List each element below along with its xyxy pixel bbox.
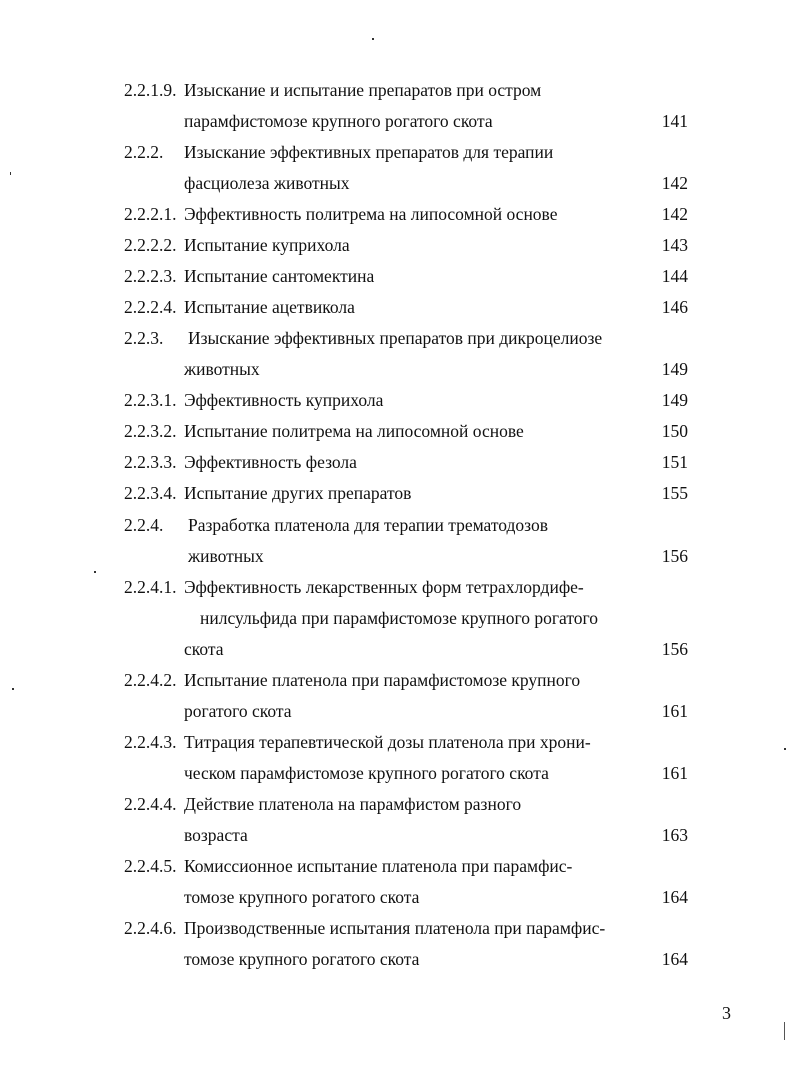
toc-entry-page: 164 <box>661 887 688 907</box>
toc-entry-number: 2.2.2.1. <box>124 204 177 224</box>
toc-entry-number: 2.2.1.9. <box>124 80 177 100</box>
toc-entry-title-cont: возраста <box>184 825 248 845</box>
toc-entry-title-cont: рогатого скота <box>184 701 292 721</box>
toc-entry-title-cont: фасциолеза животных <box>184 173 350 193</box>
toc-entry-page: 156 <box>661 546 688 566</box>
toc-entry-number: 2.2.4.5. <box>124 856 177 876</box>
scan-speck <box>94 571 96 573</box>
toc-entry-number: 2.2.3. <box>124 328 164 348</box>
toc-entry-title: Испытание других препаратов <box>184 483 412 503</box>
toc-entry-title-cont: томозе крупного рогатого скота <box>184 887 420 907</box>
toc-entry-page: 151 <box>661 452 688 472</box>
toc-entry-title-cont: животных <box>184 359 260 379</box>
toc-entry-number: 2.2.4.4. <box>124 794 177 814</box>
toc-entry-page: 164 <box>661 949 688 969</box>
toc-entry-title-cont: нилсульфида при парамфистомозе крупного рогатого <box>200 608 598 628</box>
toc-entry-page: 144 <box>661 266 688 286</box>
toc-entry-page: 142 <box>661 204 688 224</box>
toc-entry-title: Разработка платенола для терапии трематодозов <box>188 515 548 535</box>
scan-speck <box>10 172 11 175</box>
toc-entry-title: Испытание куприхола <box>184 235 350 255</box>
scan-speck <box>784 748 786 750</box>
toc-entry-number: 2.2.4.2. <box>124 670 177 690</box>
toc-entry-title-cont: томозе крупного рогатого скота <box>184 949 420 969</box>
toc-entry-page: 161 <box>661 763 688 783</box>
toc-entry-page: 156 <box>661 639 688 659</box>
toc-entry-number: 2.2.4.6. <box>124 918 177 938</box>
toc-entry-page: 161 <box>661 701 688 721</box>
toc-entry-title-cont: скота <box>184 639 224 659</box>
toc-entry-number: 2.2.2.4. <box>124 297 177 317</box>
toc-entry-number: 2.2.2.3. <box>124 266 177 286</box>
toc-entry-number: 2.2.4.3. <box>124 732 177 752</box>
toc-entry-title: Испытание ацетвикола <box>184 297 355 317</box>
toc-entry-page: 150 <box>661 421 688 441</box>
toc-entry-title: Испытание платенола при парамфистомозе крупного <box>184 670 581 690</box>
toc-entry-title: Изыскание эффективных препаратов для терапии <box>184 142 554 162</box>
toc-entry-page: 141 <box>661 111 688 131</box>
toc-entry-title: Комиссионное испытание платенола при парамфис- <box>184 856 573 876</box>
toc-entry-number: 2.2.3.2. <box>124 421 177 441</box>
toc-entry-page: 142 <box>661 173 688 193</box>
toc-entry-title: Эффективность лекарственных форм тетрахлордифе- <box>184 577 584 597</box>
toc-entry-page: 155 <box>661 483 688 503</box>
toc-entry-page: 143 <box>661 235 688 255</box>
toc-entry-page: 146 <box>661 297 688 317</box>
toc-entry-page: 149 <box>661 359 688 379</box>
toc-entry-number: 2.2.4.1. <box>124 577 177 597</box>
toc-entry-number: 2.2.4. <box>124 515 164 535</box>
toc-entry-title: Титрация терапевтической дозы платенола при хрони- <box>184 732 591 752</box>
toc-entry-title: Эффективность куприхола <box>184 390 384 410</box>
toc-entry-number: 2.2.3.4. <box>124 483 177 503</box>
scan-speck <box>372 38 374 40</box>
toc-entry-title: Эффективность фезола <box>184 452 357 472</box>
toc-entry-title: Эффективность политрема на липосомной основе <box>184 204 558 224</box>
toc-entry-title: Производственные испытания платенола при парамфис- <box>184 918 606 938</box>
toc-entry-number: 2.2.3.1. <box>124 390 177 410</box>
toc-entry-title: Изыскание и испытание препаратов при остром <box>184 80 542 100</box>
toc-entry-page: 163 <box>661 825 688 845</box>
toc-entry-title-cont: парамфистомозе крупного рогатого скота <box>184 111 493 131</box>
toc-entry-title: Испытание сантомектина <box>184 266 375 286</box>
toc-entry-page: 149 <box>661 390 688 410</box>
scan-mark <box>784 1022 785 1040</box>
scan-speck <box>12 688 14 690</box>
toc-entry-number: 2.2.2. <box>124 142 164 162</box>
page-number: 3 <box>722 1003 731 1023</box>
toc-entry-title: Действие платенола на парамфистом разного <box>184 794 522 814</box>
toc-entry-title-cont: животных <box>188 546 264 566</box>
toc-entry-number: 2.2.2.2. <box>124 235 177 255</box>
toc-entry-title: Испытание политрема на липосомной основе <box>184 421 524 441</box>
toc-entry-number: 2.2.3.3. <box>124 452 177 472</box>
toc-entry-title-cont: ческом парамфистомозе крупного рогатого скота <box>184 763 549 783</box>
toc-entry-title: Изыскание эффективных препаратов при дикроцелиозе <box>188 328 603 348</box>
